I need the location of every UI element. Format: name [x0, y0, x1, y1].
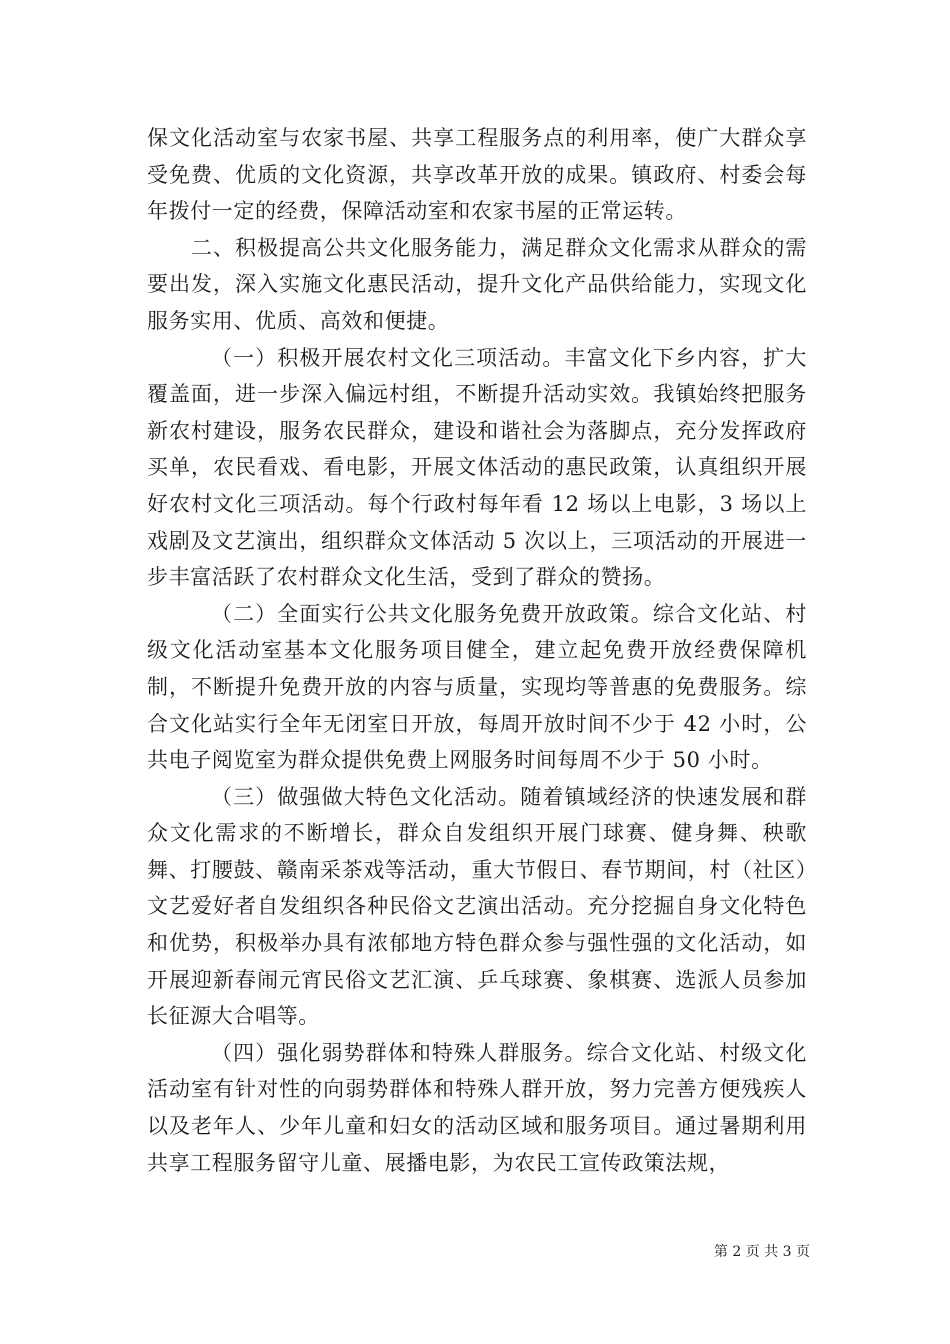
paragraph-item-one: （一）积极开展农村文化三项活动。丰富文化下乡内容，扩大覆盖面，进一步深入偏远村组，不断提升活动实效。我镇始终把服务新农村建设，服务农民群众，建设和谐社会为落脚点，充分发挥政府买单，农民看戏、看电影，开展文体活动的惠民政策，认真组织开展好农村文化三项活动。每个行政村每年看 12 场以上电影，3 场以上戏剧及文艺演出，组织群众文体活动 5 次以上，三项活动的开展进一步丰富活跃了农村群众文化生活，受到了群众的赞扬。	[147, 345, 807, 590]
paragraph-continuation: 保文化活动室与农家书屋、共享工程服务点的利用率，使广大群众享受免费、优质的文化资源，共享改革开放的成果。镇政府、村委会每年拨付一定的经费，保障活动室和农家书屋的正常运转。	[147, 126, 807, 224]
document-body	[147, 120, 807, 1181]
paragraph-item-two: （二）全面实行公共文化服务免费开放政策。综合文化站、村级文化活动室基本文化服务项目健全，建立起免费开放经费保障机制，不断提升免费开放的内容与质量，实现均等普惠的免费服务。综合文化站实行全年无闭室日开放，每周开放时间不少于 42 小时，公共电子阅览室为群众提供免费上网服务时间每周不少于 50 小时。	[147, 601, 807, 773]
paragraph-section-two: 二、积极提高公共文化服务能力，满足群众文化需求从群众的需要出发，深入实施文化惠民活动，提升文化产品供给能力，实现文化服务实用、优质、高效和便捷。	[147, 235, 807, 333]
paragraph-item-three: （三）做强做大特色文化活动。随着镇域经济的快速发展和群众文化需求的不断增长，群众自发组织开展门球赛、健身舞、秧歌舞、打腰鼓、赣南采茶戏等活动，重大节假日、春节期间，村（社区）文艺爱好者自发组织各种民俗文艺演出活动。充分挖掘自身文化特色和优势，积极举办具有浓郁地方特色群众参与强性强的文化活动，如开展迎新春闹元宵民俗文艺汇演、乒乓球赛、象棋赛、选派人员参加长征源大合唱等。	[147, 784, 807, 1029]
paragraph-item-four: （四）强化弱势群体和特殊人群服务。综合文化站、村级文化活动室有针对性的向弱势群体和特殊人群开放，努力完善方便残疾人以及老年人、少年儿童和妇女的活动区域和服务项目。通过暑期利用共享工程服务留守儿童、展播电影，为农民工宣传政策法规，	[147, 1040, 807, 1175]
page-number-footer: 第 2 页 共 3 页	[713, 1244, 810, 1260]
